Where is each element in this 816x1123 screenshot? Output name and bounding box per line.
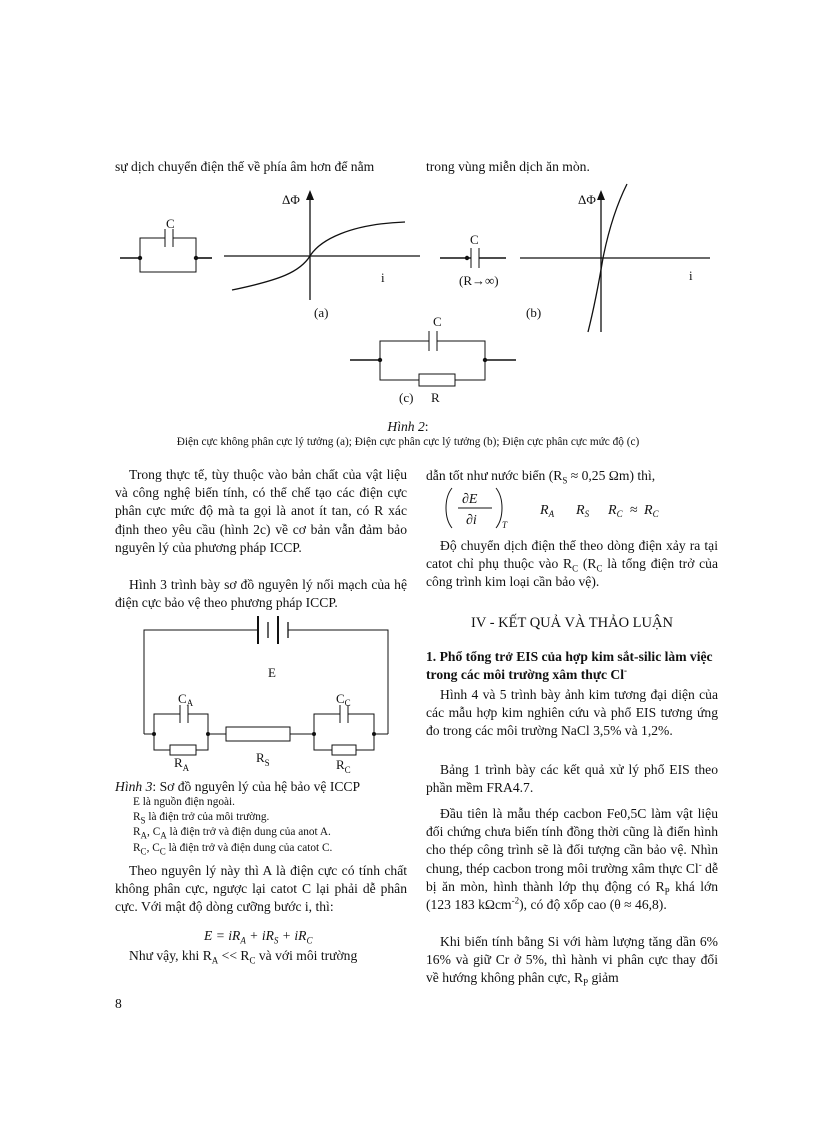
right-paragraph-5: Đầu tiên là mẫu thép cacbon Fe0,5C làm vật liệu đối chứng chưa biến tính đồng thời cũng là điển hình cho thép công trình sẽ là đối tượng cần bảo vệ. Nhìn chung, thép cacbon trong môi trường xâm thực Cl- dễ bị ăn mòn, hình thành lớp thụ động có $R_P$ khá lớn (123 183 kΩcm$^{-2}$), có độ xốp cao (θ ≈ 46,8). xyxy=(426,806,718,913)
section-heading: IV - KẾT QUẢ VÀ THẢO LUẬN xyxy=(471,615,673,631)
fig2b-delta-phi: ΔΦ xyxy=(578,192,596,207)
right-paragraph-3: Hình 4 và 5 trình bày ảnh kim tương đại diện của các mẫu hợp kim nghiên cứu và phổ EIS tương ứng đo trong các môi trường NaCl 3,5% và 1,2%. xyxy=(426,687,718,739)
partial-derivative-equation xyxy=(436,484,676,532)
fig2c-label-r: R xyxy=(431,390,440,405)
fig3-label-ca: $C_A$ xyxy=(178,691,194,708)
figure-3-legend xyxy=(133,795,409,856)
fig2-panel-a: (a) xyxy=(314,305,329,320)
legend-rs: $R_S$ là điện trở của môi trường. xyxy=(133,811,270,826)
fig3-label-ra: $R_A$ xyxy=(174,755,190,773)
fig3-label-cc: $C_C$ xyxy=(336,691,351,708)
right-paragraph-6: Khi biến tính bằng Si với hàm lượng tăng dần 6% 16% và giữ Cr ở 5%, thì hành vi phân cực thay đổi về hướng không phân cực, $R_P$ giảm xyxy=(426,934,718,989)
left-paragraph-3: Theo nguyên lý này thì A là điện cực có tính chất không phân cực, ngược lại catot C lại phải dễ phân cực. Với mật độ dòng cưỡng bước i, thì: xyxy=(115,863,407,915)
left-paragraph-1: Trong thực tế, tùy thuộc vào bản chất của vật liệu và công nghệ biến tính, có thể chế tạo các điện cực phân cực mức độ mà ta gọi là anot ít tan, có R xác định theo yêu cầu (hình 2c) về cơ bản vẫn đảm bảo nguyên lý của phương pháp ICCP. xyxy=(115,467,407,555)
eq-rc-2: $R_C$ xyxy=(644,503,659,519)
figure-2-caption-title: Hình 2: xyxy=(387,419,429,434)
fig2a-axis-i: i xyxy=(381,270,385,285)
figure-3-iccp-circuit xyxy=(130,614,400,780)
figure-2-caption: Điện cực không phân cực lý tưởng (a); Điện cực phân cực lý tưởng (b); Điện cực phân cực mức độ (c) xyxy=(176,436,640,448)
fig2-panel-c: (c) xyxy=(399,390,414,405)
eq-rs: $R_S$ xyxy=(576,503,590,519)
left-paragraph-4: Như vậy, khi $R_A << R_C$ và với môi trường xyxy=(129,948,358,966)
left-paragraph-2: Hình 3 trình bày sơ đồ nguyên lý nối mạch của hệ điện cực bảo vệ theo phương pháp ICCP. xyxy=(115,577,407,611)
deriv-subscript: T xyxy=(502,520,508,530)
fig2b-r-infinity: (R→∞) xyxy=(459,273,499,288)
top-left-line: sự dịch chuyển điện thế về phía âm hơn để nằm xyxy=(115,159,375,174)
fig3-label-e: E xyxy=(268,665,276,680)
formula-e: $E = iR_A + iR_S + iR_C$ xyxy=(204,928,313,946)
subsection-heading: 1. Phổ tổng trở EIS của hợp kim sắt-silic làm việc trong các môi trường xâm thực Cl- xyxy=(426,649,713,683)
legend-e: E là nguồn điện ngoài. xyxy=(133,796,235,808)
fig2a-capacitor-circuit xyxy=(120,216,212,272)
eq-rc: $R_C$ xyxy=(608,503,623,519)
fig2a-delta-phi: ΔΦ xyxy=(282,192,300,207)
page-number: 8 xyxy=(115,996,122,1011)
top-right-line: trong vùng miễn dịch ăn mòn. xyxy=(426,159,590,174)
fig3-label-rc: $R_C$ xyxy=(336,757,351,775)
figure-3-caption: Hình 3: Sơ đồ nguyên lý của hệ bảo vệ ICCP xyxy=(115,779,361,794)
fig2b-axis-i: i xyxy=(689,268,693,283)
right-paragraph-1: dẫn tốt như nước biển ($R_S \approx 0,25$ Ωm) thì, xyxy=(426,468,656,486)
fig2a-label-c: C xyxy=(166,216,175,231)
fig2b-plot xyxy=(520,184,710,332)
eq-ra: $R_A$ xyxy=(540,503,555,519)
legend-ra-ca: $R_A$, $C_A$ là điện trở và điện dung của anot A. xyxy=(133,826,331,841)
fig2b-capacitor-circuit xyxy=(440,232,506,288)
eq-approx: ≈ xyxy=(630,503,638,518)
deriv-numerator: ∂E xyxy=(462,492,478,507)
fig2-panel-b: (b) xyxy=(526,305,542,320)
fig2c-rc-circuit xyxy=(350,314,516,405)
legend-rc-cc: $R_C$, $C_C$ là điện trở và điện dung của catot C. xyxy=(133,841,333,856)
fig3-label-rs: $R_S$ xyxy=(256,750,270,768)
fig2c-label-c: C xyxy=(433,314,442,329)
figure-2 xyxy=(0,180,816,420)
fig2a-plot xyxy=(224,190,420,320)
deriv-denominator: ∂i xyxy=(466,513,477,528)
right-paragraph-4: Bảng 1 trình bày các kết quả xử lý phổ EIS theo phần mềm FRA4.7. xyxy=(426,762,718,796)
fig2b-label-c: C xyxy=(470,232,479,247)
right-paragraph-2: Độ chuyển dịch điện thế theo dòng điện xảy ra tại catot chỉ phụ thuộc vào $R_C$ ($R_C$ là tổng điện trở của công trình kim loại cần bảo vệ). xyxy=(426,538,718,590)
